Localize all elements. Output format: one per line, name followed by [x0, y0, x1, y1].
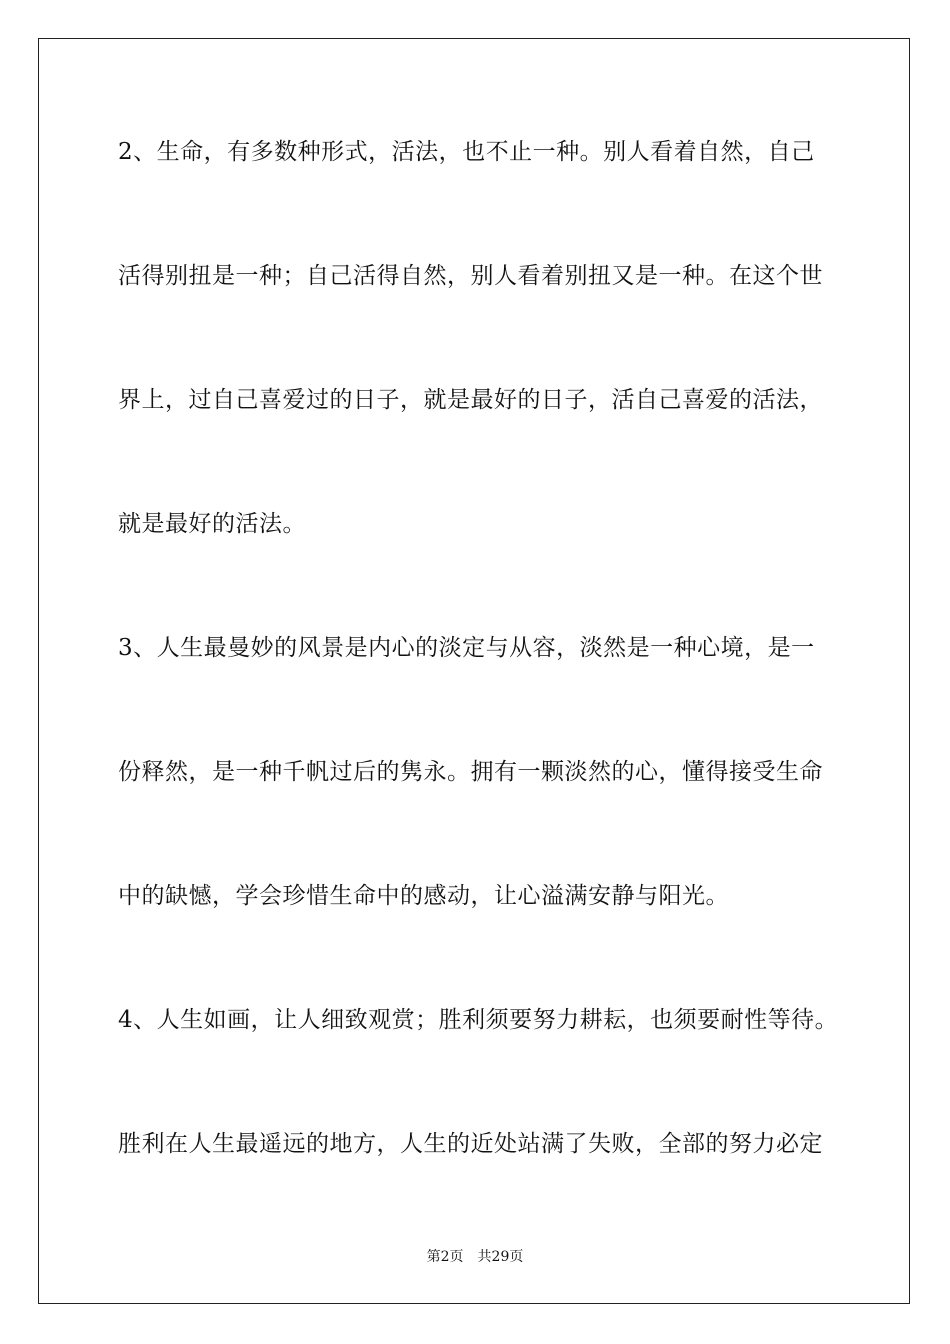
body-line-8: 4、人生如画，让人细致观赏；胜利须要努力耕耘，也须要耐性等待。	[118, 1007, 839, 1033]
page-number: 第2页	[426, 1249, 464, 1265]
body-line-7: 中的缺憾，学会珍惜生命中的感动，让心溢满安静与阳光。	[118, 883, 729, 909]
body-line-9: 胜利在人生最遥远的地方，人生的近处站满了失败，全部的努力必定	[118, 1131, 823, 1157]
body-line-5: 3、人生最曼妙的风景是内心的淡定与从容，淡然是一种心境，是一	[118, 635, 815, 661]
page-border	[38, 38, 910, 1304]
body-line-6: 份释然，是一种千帆过后的隽永。拥有一颗淡然的心，懂得接受生命	[118, 759, 823, 785]
page-footer	[0, 1248, 950, 1266]
body-line-2: 活得别扭是一种；自己活得自然，别人看着别扭又是一种。在这个世	[118, 263, 823, 289]
body-line-1: 2、生命，有多数种形式，活法，也不止一种。别人看着自然，自己	[118, 139, 815, 165]
body-line-4: 就是最好的活法。	[118, 511, 306, 537]
body-line-3: 界上，过自己喜爱过的日子，就是最好的日子，活自己喜爱的活法，	[118, 387, 823, 413]
page-total: 共29页	[477, 1249, 524, 1265]
